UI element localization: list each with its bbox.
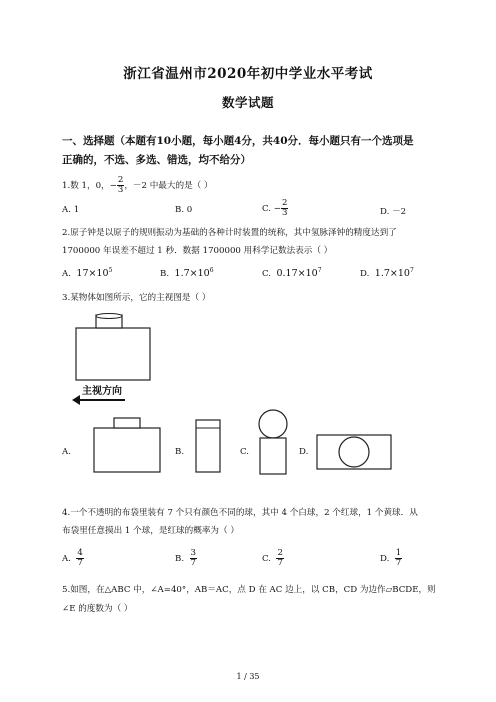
section-heading-line1: 一、选择题（本题有10小题，每小题4分，共40分．每小题只有一个选项是 <box>62 135 414 147</box>
q1-option-d[interactable]: D. －2 <box>380 207 407 217</box>
question-1: 1.数 1，0，− $\frac{2}{3}$ ，－2 中最大的是（ ） <box>62 175 213 195</box>
question-2-line1: 2.原子钟是以原子的规则振动为基础的各种计时装置的统称，其中氢脉泽钟的精度达到了 <box>62 228 397 238</box>
q3-option-d-figure[interactable] <box>315 432 395 472</box>
q2-option-a[interactable]: A. $17\times 10^5$ <box>62 267 113 279</box>
page-subtitle: 数学试题 <box>221 95 274 110</box>
question-5-line1: 5.如图，在△ABC 中，∠A=40°，AB＝AC，点 D 在 AC 边上，以 CB，CD 为边作▱BCDE，则 <box>62 585 436 595</box>
q3-option-b-figure[interactable] <box>194 418 224 474</box>
question-4-line2: 布袋里任意摸出 1 个球，是红球的概率为（ ） <box>62 526 239 536</box>
q4-option-b[interactable]: B. $\frac{3}{7}$ <box>175 548 196 568</box>
section-heading-line2: 正确的，不选、多选、错选，均不给分） <box>62 154 251 166</box>
q3-option-a-figure[interactable] <box>92 416 164 474</box>
page-title: 浙江省温州市2020年初中学业水平考试 <box>123 66 373 82</box>
q3-object-figure <box>70 312 160 392</box>
q1-option-a[interactable]: A. 1 <box>62 205 80 215</box>
fraction: $\frac{2}{3}$ <box>117 175 124 195</box>
q3-option-c-label[interactable]: C. <box>240 447 250 457</box>
q3-option-b-label[interactable]: B. <box>175 447 185 457</box>
page-number: 1 / 35 <box>236 672 260 681</box>
question-4-line1: 4.一个不透明的布袋里装有 7 个只有颜色不同的球，其中 4 个白球，2 个红球，1 个黄球．从 <box>62 508 418 518</box>
q4-option-c[interactable]: C. $\frac{2}{7}$ <box>262 548 283 568</box>
q3-option-c-figure[interactable] <box>256 408 292 476</box>
q2-option-c[interactable]: C. $0.17\times 10^7$ <box>262 267 322 279</box>
q3-option-a-label[interactable]: A. <box>62 447 71 457</box>
q3-option-d-label[interactable]: D. <box>299 447 309 457</box>
q1-option-b[interactable]: B. 0 <box>175 205 193 215</box>
q2-option-d[interactable]: D. $1.7\times 10^7$ <box>360 267 414 279</box>
q4-option-a[interactable]: A. $\frac{4}{7}$ <box>62 548 83 568</box>
question-2-line2: 1700000 年误差不超过 1 秒．数据 1700000 用科学记数法表示（ ） <box>62 246 333 256</box>
question-5-line2: ∠E 的度数为（ ） <box>62 604 133 614</box>
q2-option-b[interactable]: B. $1.7\times 10^6$ <box>160 267 214 279</box>
q1-option-c[interactable]: C. − $\frac{2}{3}$ <box>262 198 288 218</box>
arrow-icon <box>70 394 130 408</box>
question-3: 3.某物体如图所示，它的主视图是（ ） <box>62 293 211 303</box>
view-direction-label: 主视方向 <box>82 386 122 397</box>
q4-option-d[interactable]: D. $\frac{1}{7}$ <box>380 548 402 568</box>
